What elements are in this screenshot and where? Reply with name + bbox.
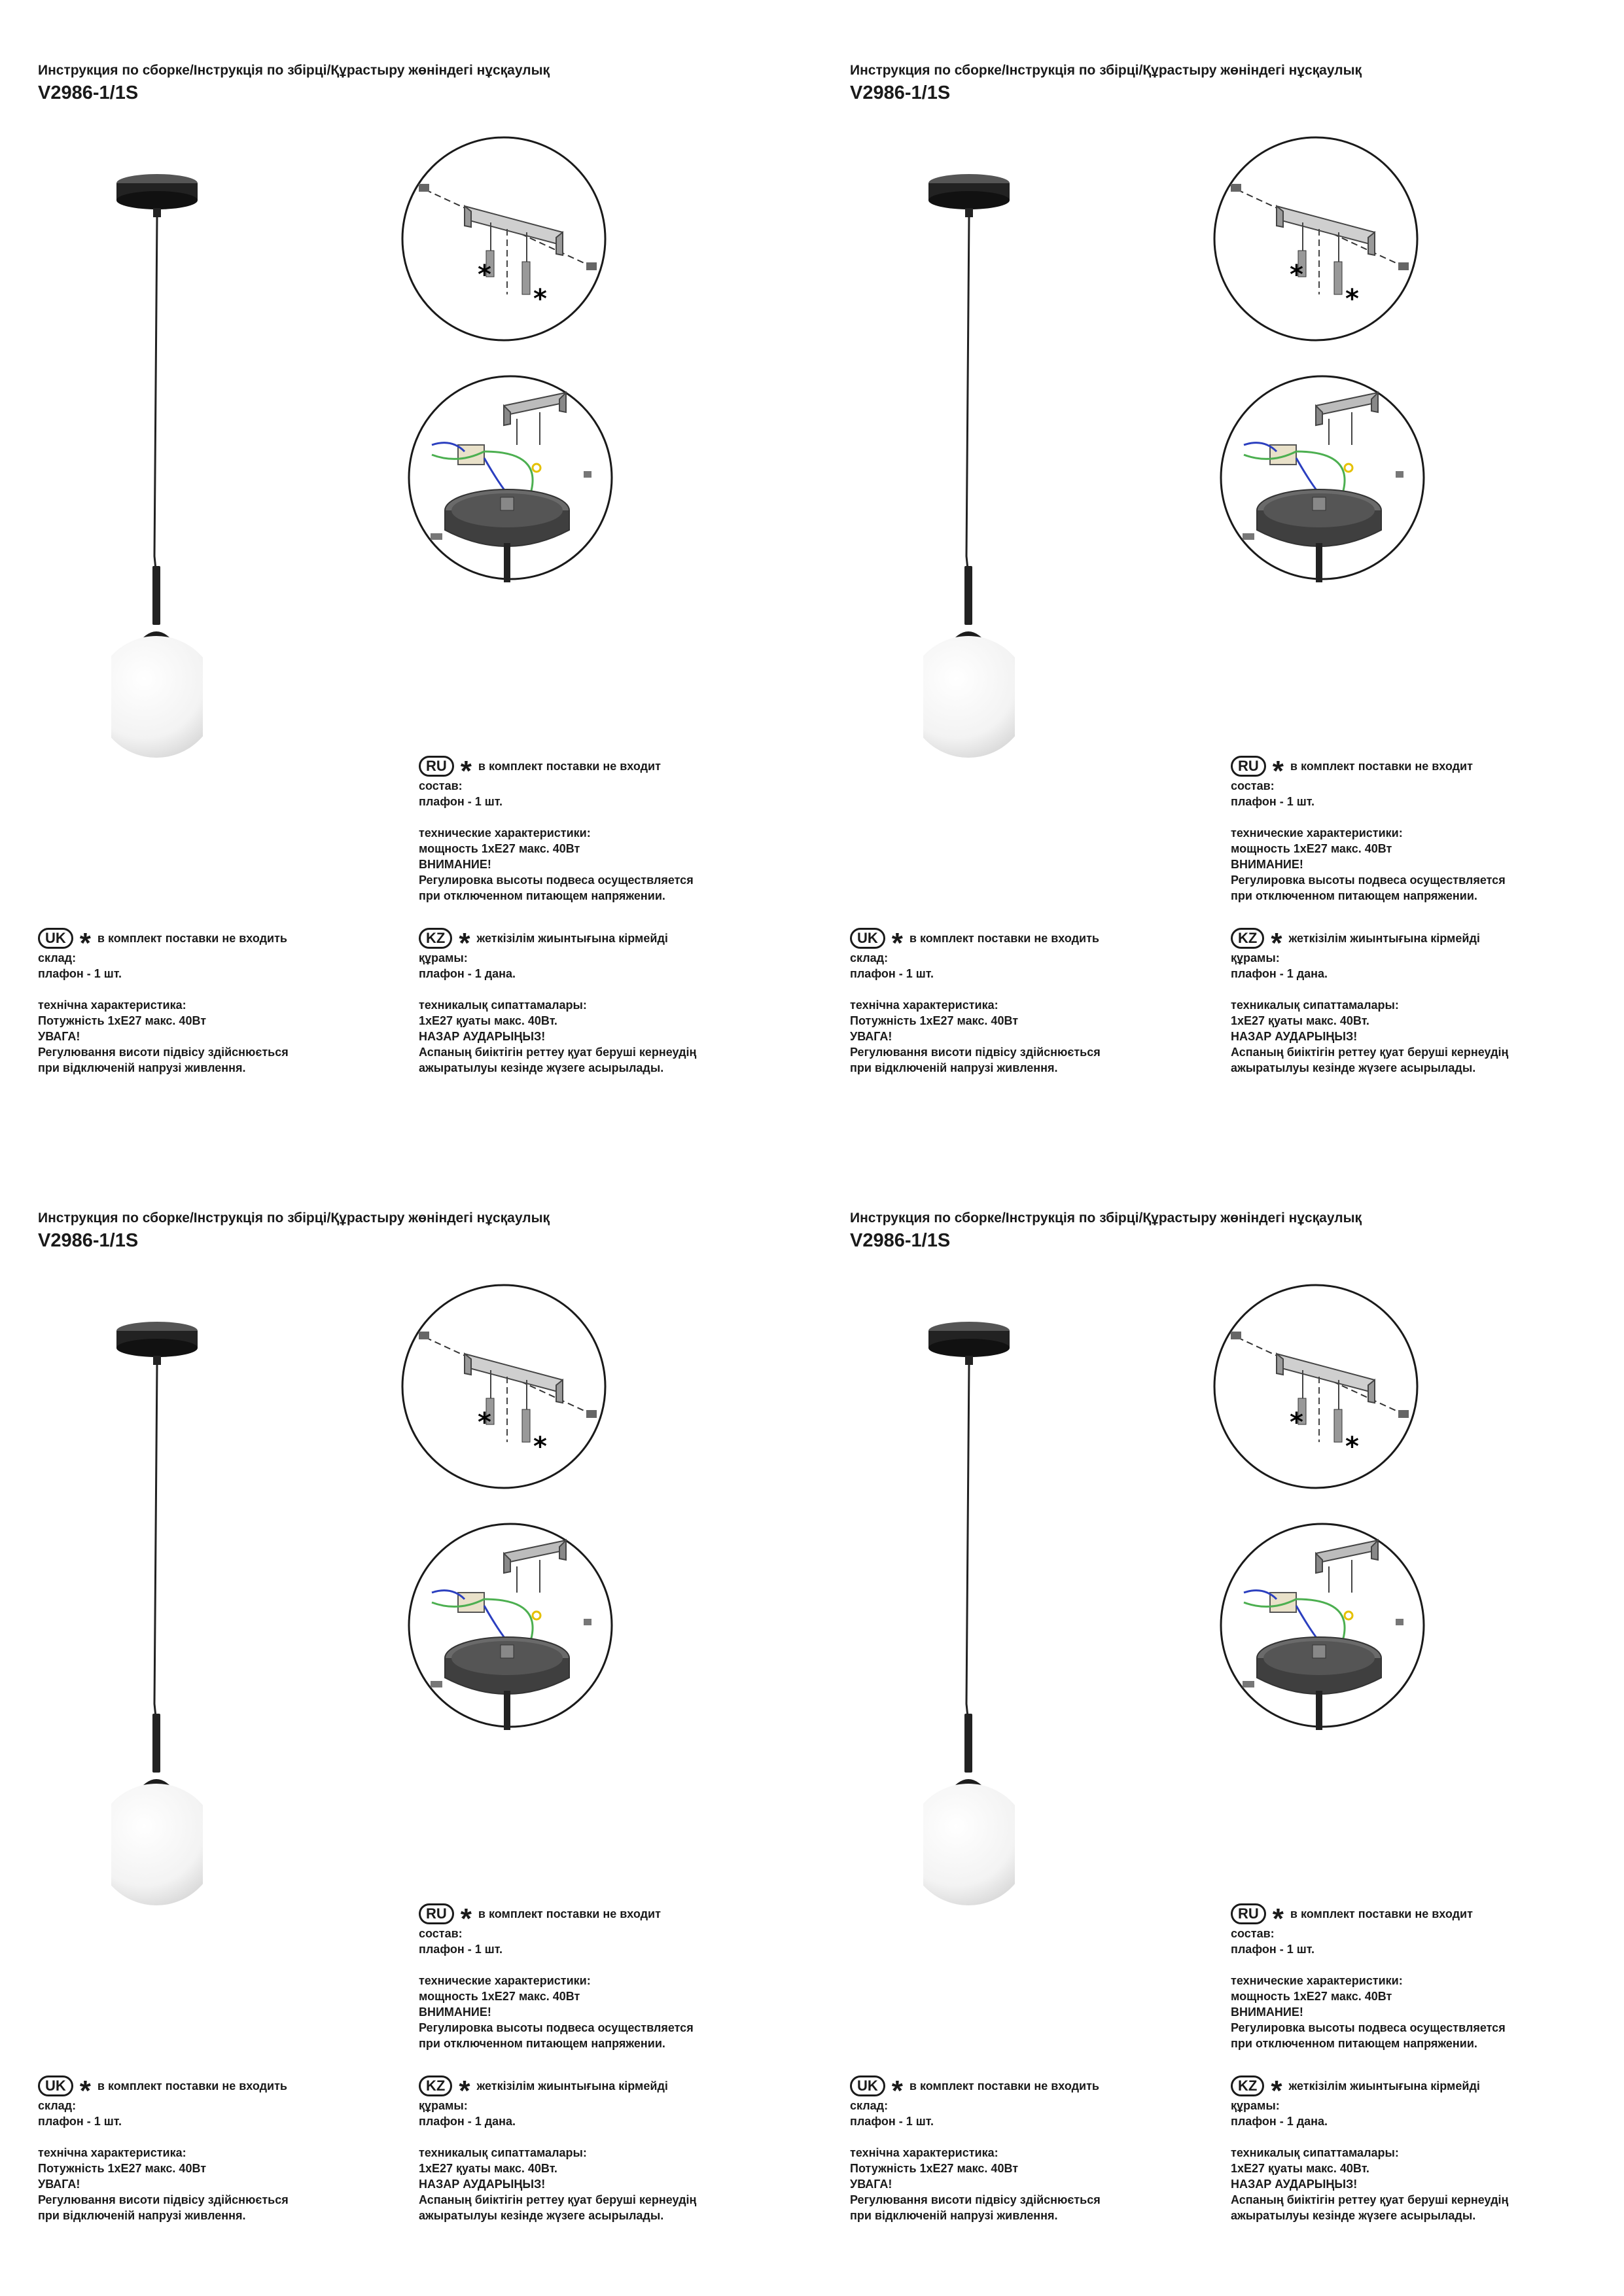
kz-warning-line2: ажыратылуы кезінде жүзеге асырылады. — [419, 1061, 664, 1074]
ru-set-label: состав: — [1231, 779, 1275, 792]
uk-not-included-note: в комплект поставки не входить — [97, 2079, 287, 2093]
ru-warning-line1: Регулировка высоты подвеса осуществляется — [419, 874, 694, 887]
ru-info-block — [419, 756, 694, 904]
kz-tech-value: 1xE27 қуаты макс. 40Вт. — [1231, 1014, 1369, 1027]
uk-set-label: склад: — [850, 951, 889, 964]
ru-warning-line1: Регулировка высоты подвеса осуществляется — [419, 2021, 694, 2034]
uk-warning-label: УВАГА! — [38, 2178, 80, 2191]
ru-warning-line1: Регулировка высоты подвеса осуществляется — [1231, 2021, 1506, 2034]
kz-warning-line2: ажыратылуы кезінде жүзеге асырылады. — [1231, 1061, 1476, 1074]
uk-tech-label: технічна характеристика: — [850, 2146, 998, 2159]
mounting-bracket-icon — [1211, 134, 1421, 344]
canopy-wiring-icon — [1218, 1521, 1427, 1730]
uk-warning-label: УВАГА! — [850, 1030, 892, 1043]
uk-not-included-note: в комплект поставки не входить — [909, 932, 1099, 945]
uk-tech-value: Потужність 1xE27 макс. 40Вт — [850, 2162, 1019, 2175]
uk-tech-value: Потужність 1xE27 макс. 40Вт — [38, 2162, 207, 2175]
uk-set-label: склад: — [38, 951, 77, 964]
ru-warning-label: ВНИМАНИЕ! — [1231, 2005, 1303, 2019]
model-number: V2986-1/1S — [850, 1230, 951, 1251]
kz-tech-value: 1xE27 қуаты макс. 40Вт. — [419, 2162, 557, 2175]
asterisk-icon: * — [79, 927, 91, 959]
ru-not-included-note: в комплект поставки не входит — [478, 1907, 661, 1920]
ru-not-included-note: в комплект поставки не входит — [478, 760, 661, 773]
uk-set-item: плафон - 1 шт. — [38, 967, 122, 980]
ru-set-label: состав: — [419, 1927, 463, 1940]
pendant-lamp-icon — [923, 1311, 1015, 1939]
ru-tech-label: технические характеристики: — [1231, 826, 1403, 839]
ru-tech-value: мощность 1xE27 макс. 40Вт — [1231, 1990, 1392, 2003]
asterisk-icon: * — [1271, 927, 1282, 959]
kz-set-item: плафон - 1 дана. — [419, 2115, 516, 2128]
kz-tech-label: техникалық сипаттамалары: — [419, 2146, 587, 2159]
ru-tech-label: технические характеристики: — [1231, 1974, 1403, 1987]
uk-not-included-note: в комплект поставки не входить — [97, 932, 287, 945]
kz-not-included-note: жеткізілім жиынтығына кірмейді — [476, 2079, 668, 2093]
svg-text:*: * — [1290, 1407, 1303, 1438]
ru-set-item: плафон - 1 шт. — [419, 1943, 503, 1956]
uk-warning-line1: Регулювання висоти підвісу здійснюється — [38, 2193, 289, 2206]
ru-info-block — [1231, 756, 1506, 904]
sheet-title: Инструкция по сборке/Інструкція по збірці/Құрастыру жөніндегі нұсқаулық — [38, 63, 550, 78]
kz-set-item: плафон - 1 дана. — [1231, 2115, 1328, 2128]
asterisk-icon: * — [1271, 2075, 1282, 2107]
ru-warning-line2: при отключенном питающем напряжении. — [419, 889, 665, 902]
model-number: V2986-1/1S — [850, 82, 951, 103]
mounting-bracket-icon — [399, 134, 609, 344]
ru-set-item: плафон - 1 шт. — [1231, 795, 1315, 808]
uk-info-block — [850, 928, 1101, 1076]
uk-info-block — [38, 928, 289, 1076]
ru-warning-line2: при отключенном питающем напряжении. — [1231, 2037, 1477, 2050]
kz-language-badge: KZ — [1231, 928, 1264, 949]
kz-warning-label: НАЗАР АУДАРЫҢЫЗ! — [1231, 1030, 1358, 1043]
ru-set-label: состав: — [419, 779, 463, 792]
ru-tech-value: мощность 1xE27 макс. 40Вт — [419, 842, 580, 855]
pendant-lamp-icon — [111, 1311, 203, 1939]
uk-tech-value: Потужність 1xE27 макс. 40Вт — [850, 1014, 1019, 1027]
kz-info-block — [419, 928, 696, 1076]
svg-text:*: * — [478, 260, 491, 290]
sheet-title: Инструкция по сборке/Інструкція по збірці/Құрастыру жөніндегі нұсқаулық — [850, 1210, 1362, 1226]
kz-info-block — [419, 2075, 696, 2223]
asterisk-icon: * — [459, 2075, 470, 2107]
uk-set-label: склад: — [850, 2099, 889, 2112]
kz-not-included-note: жеткізілім жиынтығына кірмейді — [1288, 2079, 1480, 2093]
ru-tech-value: мощность 1xE27 макс. 40Вт — [1231, 842, 1392, 855]
ru-set-item: плафон - 1 шт. — [419, 795, 503, 808]
svg-text:*: * — [1345, 284, 1359, 314]
kz-tech-label: техникалық сипаттамалары: — [419, 998, 587, 1012]
uk-language-badge: UK — [38, 2075, 73, 2096]
uk-set-item: плафон - 1 шт. — [850, 967, 934, 980]
canopy-wiring-icon — [406, 373, 615, 582]
kz-set-item: плафон - 1 дана. — [1231, 967, 1328, 980]
uk-tech-value: Потужність 1xE27 макс. 40Вт — [38, 1014, 207, 1027]
uk-info-block — [38, 2075, 289, 2223]
uk-warning-line2: при відключеній напрузі живлення. — [38, 2209, 246, 2222]
kz-not-included-note: жеткізілім жиынтығына кірмейді — [1288, 932, 1480, 945]
ru-warning-label: ВНИМАНИЕ! — [419, 858, 491, 871]
uk-tech-label: технічна характеристика: — [38, 2146, 186, 2159]
uk-warning-line2: при відключеній напрузі живлення. — [38, 1061, 246, 1074]
uk-warning-line2: при відключеній напрузі живлення. — [850, 2209, 1058, 2222]
kz-warning-line1: Аспаның биіктігін реттеу қуат беруші кернеудің — [419, 2193, 697, 2206]
asterisk-icon: * — [460, 755, 472, 787]
ru-language-badge: RU — [1231, 1903, 1266, 1924]
uk-set-label: склад: — [38, 2099, 77, 2112]
kz-warning-label: НАЗАР АУДАРЫҢЫЗ! — [419, 2178, 546, 2191]
kz-info-block — [1231, 928, 1508, 1076]
svg-text:*: * — [533, 1432, 547, 1462]
asterisk-icon: * — [1272, 1903, 1284, 1935]
kz-set-label: құрамы: — [419, 2099, 468, 2112]
kz-set-label: құрамы: — [419, 951, 468, 964]
ru-language-badge: RU — [1231, 756, 1266, 777]
canopy-wiring-icon — [406, 1521, 615, 1730]
ru-tech-value: мощность 1xE27 макс. 40Вт — [419, 1990, 580, 2003]
svg-text:*: * — [1345, 1432, 1359, 1462]
uk-language-badge: UK — [38, 928, 73, 949]
kz-tech-label: техникалық сипаттамалары: — [1231, 998, 1399, 1012]
ru-warning-line1: Регулировка высоты подвеса осуществляется — [1231, 874, 1506, 887]
asterisk-icon: * — [460, 1903, 472, 1935]
kz-warning-line1: Аспаның биіктігін реттеу қуат беруші кернеудің — [419, 1046, 697, 1059]
svg-text:*: * — [533, 284, 547, 314]
instruction-sheet — [812, 1148, 1624, 2295]
uk-warning-label: УВАГА! — [850, 2178, 892, 2191]
uk-not-included-note: в комплект поставки не входить — [909, 2079, 1099, 2093]
kz-not-included-note: жеткізілім жиынтығына кірмейді — [476, 932, 668, 945]
kz-warning-label: НАЗАР АУДАРЫҢЫЗ! — [419, 1030, 546, 1043]
uk-set-item: плафон - 1 шт. — [38, 2115, 122, 2128]
canopy-wiring-icon — [1218, 373, 1427, 582]
kz-warning-line2: ажыратылуы кезінде жүзеге асырылады. — [1231, 2209, 1476, 2222]
asterisk-icon: * — [459, 927, 470, 959]
mounting-bracket-icon — [399, 1282, 609, 1491]
kz-warning-line2: ажыратылуы кезінде жүзеге асырылады. — [419, 2209, 664, 2222]
ru-tech-label: технические характеристики: — [419, 1974, 591, 1987]
uk-language-badge: UK — [850, 928, 885, 949]
ru-warning-line2: при отключенном питающем напряжении. — [419, 2037, 665, 2050]
ru-set-label: состав: — [1231, 1927, 1275, 1940]
sheet-title: Инструкция по сборке/Інструкція по збірці/Құрастыру жөніндегі нұсқаулық — [38, 1210, 550, 1226]
kz-set-label: құрамы: — [1231, 2099, 1280, 2112]
uk-warning-line1: Регулювання висоти підвісу здійснюється — [38, 1046, 289, 1059]
ru-not-included-note: в комплект поставки не входит — [1290, 760, 1473, 773]
ru-language-badge: RU — [419, 756, 454, 777]
instruction-sheet — [0, 0, 812, 1148]
uk-tech-label: технічна характеристика: — [38, 998, 186, 1012]
ru-warning-label: ВНИМАНИЕ! — [1231, 858, 1303, 871]
kz-tech-label: техникалық сипаттамалары: — [1231, 2146, 1399, 2159]
kz-tech-value: 1xE27 қуаты макс. 40Вт. — [419, 1014, 557, 1027]
model-number: V2986-1/1S — [38, 82, 139, 103]
ru-warning-line2: при отключенном питающем напряжении. — [1231, 889, 1477, 902]
kz-warning-line1: Аспаның биіктігін реттеу қуат беруші кернеудің — [1231, 1046, 1509, 1059]
instruction-sheet — [0, 1148, 812, 2295]
kz-warning-label: НАЗАР АУДАРЫҢЫЗ! — [1231, 2178, 1358, 2191]
uk-tech-label: технічна характеристика: — [850, 998, 998, 1012]
kz-warning-line1: Аспаның биіктігін реттеу қуат беруші кернеудің — [1231, 2193, 1509, 2206]
ru-tech-label: технические характеристики: — [419, 826, 591, 839]
svg-text:*: * — [1290, 260, 1303, 290]
ru-not-included-note: в комплект поставки не входит — [1290, 1907, 1473, 1920]
uk-warning-line1: Регулювання висоти підвісу здійснюється — [850, 2193, 1101, 2206]
ru-language-badge: RU — [419, 1903, 454, 1924]
uk-warning-line2: при відключеній напрузі живлення. — [850, 1061, 1058, 1074]
asterisk-icon: * — [891, 927, 903, 959]
kz-set-item: плафон - 1 дана. — [419, 967, 516, 980]
kz-set-label: құрамы: — [1231, 951, 1280, 964]
kz-language-badge: KZ — [1231, 2075, 1264, 2096]
kz-info-block — [1231, 2075, 1508, 2223]
svg-text:*: * — [478, 1407, 491, 1438]
uk-set-item: плафон - 1 шт. — [850, 2115, 934, 2128]
mounting-bracket-icon — [1211, 1282, 1421, 1491]
instruction-sheet — [812, 0, 1624, 1148]
asterisk-icon: * — [1272, 755, 1284, 787]
uk-warning-label: УВАГА! — [38, 1030, 80, 1043]
pendant-lamp-icon — [111, 164, 203, 792]
uk-info-block — [850, 2075, 1101, 2223]
uk-language-badge: UK — [850, 2075, 885, 2096]
asterisk-icon: * — [79, 2075, 91, 2107]
model-number: V2986-1/1S — [38, 1230, 139, 1251]
asterisk-icon: * — [891, 2075, 903, 2107]
sheet-title: Инструкция по сборке/Інструкція по збірці/Құрастыру жөніндегі нұсқаулық — [850, 63, 1362, 78]
kz-tech-value: 1xE27 қуаты макс. 40Вт. — [1231, 2162, 1369, 2175]
ru-warning-label: ВНИМАНИЕ! — [419, 2005, 491, 2019]
kz-language-badge: KZ — [419, 928, 452, 949]
pendant-lamp-icon — [923, 164, 1015, 792]
uk-warning-line1: Регулювання висоти підвісу здійснюється — [850, 1046, 1101, 1059]
kz-language-badge: KZ — [419, 2075, 452, 2096]
ru-info-block — [1231, 1903, 1506, 2051]
ru-info-block — [419, 1903, 694, 2051]
ru-set-item: плафон - 1 шт. — [1231, 1943, 1315, 1956]
